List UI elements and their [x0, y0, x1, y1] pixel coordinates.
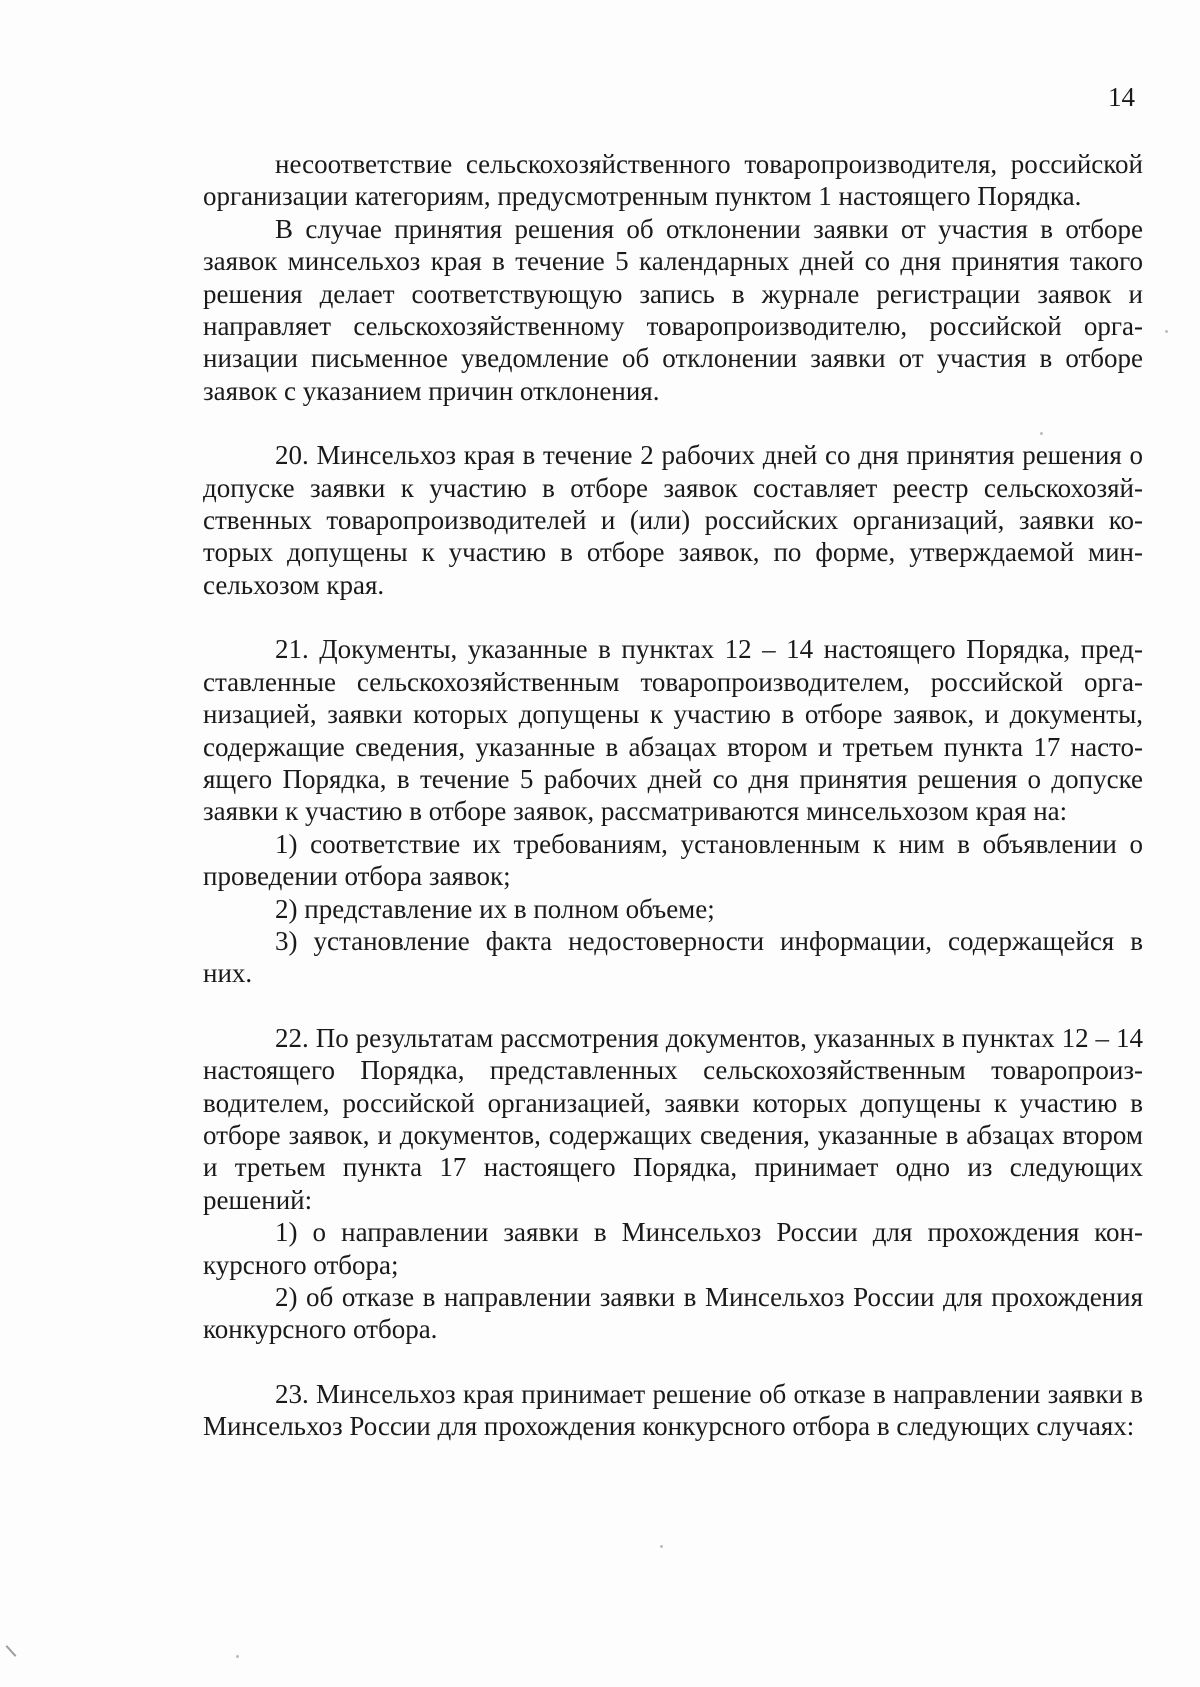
- paragraph-item-21: 21. Документы, указанные в пунктах 12 – 14 настоящего Порядка, представленные сельскохозяйственным товаропроизводителем, российской организацией, заявки которых допущены к участию в отборе заявок, и документы, содержащие сведения, указанные в абзацах втором и третьем пункта 17 настоящего Порядка, в течение 5 рабочих дней со дня принятия решения о допуске заявки к участию в отборе заявок, рассматриваются минсельхозом края на:: [203, 634, 1143, 827]
- document-body: [203, 148, 1143, 1443]
- list-item-21-3: 3) установление факта недостоверности информации, содержащейся в них.: [203, 925, 1143, 989]
- page-number: 14: [1108, 82, 1135, 112]
- list-item-21-2: 2) представление их в полном объеме;: [275, 893, 715, 924]
- paragraph-rejection-notice: В случае принятия решения об отклонении заявки от участия в отборе заявок минсельхоз края в течение 5 календарных дней со дня принятия такого решения делает соответствующую запись в журнале регистрации заявок и направляет сельскохозяйственному товаропроизводителю, российской организации письменное уведомление об отклонении заявки от участия в отборе заявок с указанием причин отклонения.: [203, 213, 1143, 406]
- list-item-21-1: 1) соответствие их требованиям, установленным к ним в объявлении о проведении отбора заявок;: [203, 828, 1143, 892]
- paragraph-mismatch-reason: несоответствие сельскохозяйственного товаропроизводителя, российской организации категориям, предусмотренным пунктом 1 настоящего Порядка.: [203, 149, 1143, 212]
- paragraph-item-22: 22. По результатам рассмотрения документов, указанных в пунктах 12 – 14 настоящего Порядка, представленных сельскохозяйственным товаропроизводителем, российской организацией, заявки которых допущены к участию в отборе заявок, и документов, содержащих сведения, указанные в абзацах втором и третьем пункта 17 настоящего Порядка, принимает одно из следующих решений:: [203, 1022, 1143, 1215]
- paragraph-item-20: 20. Минсельхоз края в течение 2 рабочих дней со дня принятия решения о допуске заявки к участию в отборе заявок составляет реестр сельскохозяйственных товаропроизводителей и (или) российских организаций, заявки которых допущены к участию в отборе заявок, по форме, утверждаемой минсельхозом края.: [203, 440, 1143, 600]
- paragraph-item-23: 23. Минсельхоз края принимает решение об отказе в направлении заявки в Минсельхоз России для прохождения конкурсного отбора в следующих случаях:: [203, 1378, 1143, 1442]
- list-item-22-1: 1) о направлении заявки в Минсельхоз России для прохождения конкурсного отбора;: [203, 1217, 1143, 1280]
- paragraph-gap: [203, 407, 1143, 439]
- scan-corner-mark: [6, 1645, 17, 1657]
- paragraph-gap: [203, 990, 1143, 1022]
- scan-speck: [1040, 432, 1043, 435]
- paragraph-gap: [203, 1346, 1143, 1378]
- scan-speck: [236, 1655, 239, 1658]
- paragraph-gap: [203, 601, 1143, 633]
- list-item-22-2: 2) об отказе в направлении заявки в Минсельхоз России для прохождения конкурсного отбора.: [203, 1282, 1143, 1345]
- scan-speck: [1165, 330, 1168, 333]
- scan-speck: [660, 1545, 663, 1548]
